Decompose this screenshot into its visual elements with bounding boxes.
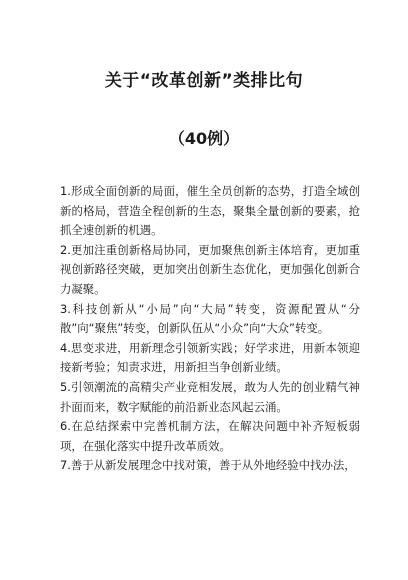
document-body	[60, 182, 360, 476]
paragraph-1: 1.形成全面创新的局面，催生全员创新的态势，打造全域创新的格局，营造全程创新的生态，聚集全量创新的要素，抢抓全速创新的机遇。	[60, 184, 360, 238]
document-title: 关于“改革创新”类排比句	[104, 71, 304, 91]
paragraph-5: 5.引领潮流的高精尖产业竞相发展，敢为人先的创业精气神扑面而来，数字赋能的前沿新业态风起云涌。	[60, 379, 360, 414]
paragraph-7: 7.善于从新发展理念中找对策，善于从外地经验中找办法，	[60, 458, 356, 473]
paragraph-6: 6.在总结探索中完善机制方法，在解决问题中补齐短板弱项，在强化落实中提升改革质效。	[60, 419, 360, 453]
paragraph-2: 2.更加注重创新格局协同，更加聚焦创新主体培育，更加重视创新路径突破，更加突出创新生态优化，更加强化创新合力凝聚。	[60, 242, 360, 296]
paragraph-3: 3.科技创新从“小局”向“大局”转变，资源配置从“分散”向“聚焦”转变，创新队伍从“小众”向“大众”转变。	[60, 301, 360, 336]
paragraph-4: 4.思变求进，用新理念引领新实践；好学求进，用新本领迎接新考验；知责求进，用新担当争创新业绩。	[60, 340, 360, 375]
document-subtitle: （40例）	[168, 129, 240, 148]
